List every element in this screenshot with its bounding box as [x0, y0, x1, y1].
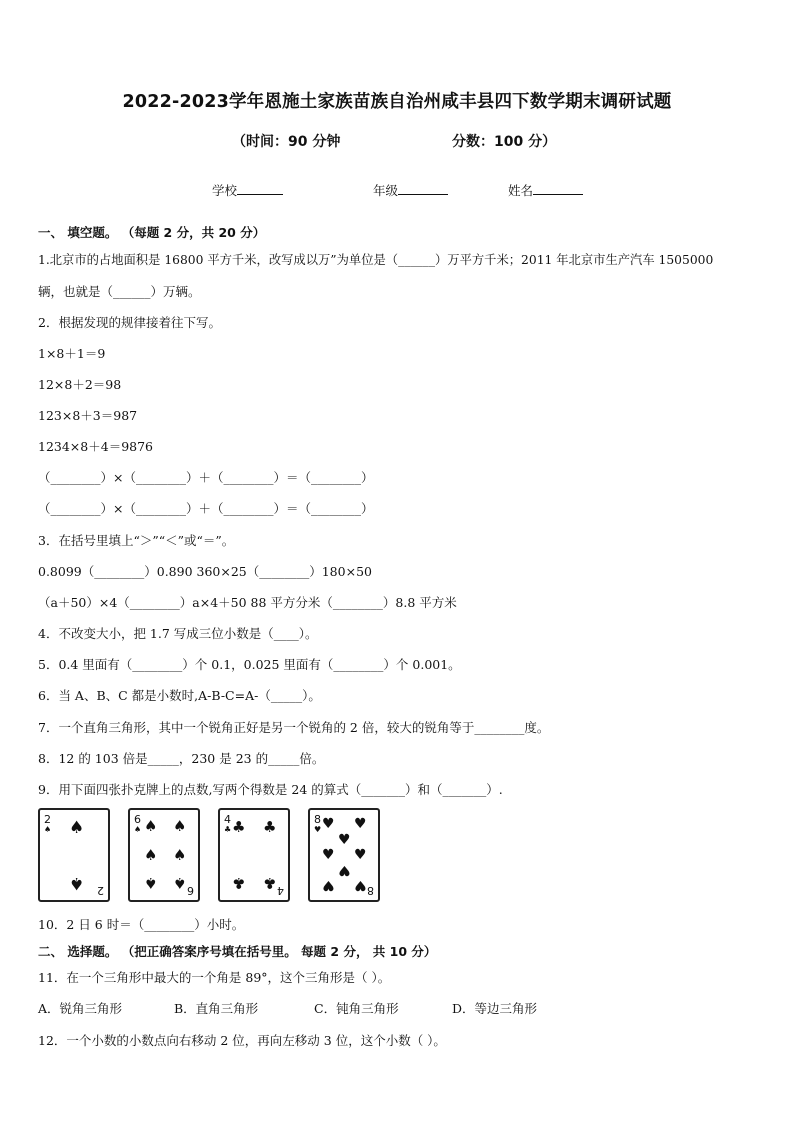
name-label: 姓名 [508, 183, 534, 198]
pattern-equation-3: 123×8＋3＝987 [38, 408, 138, 423]
heart-icon: ♥ [338, 832, 351, 848]
playing-card [308, 808, 380, 902]
section-choice-heading: 二、 选择题。 （把正确答案序号填在括号里。 每题 2 分， 共 10 分） [38, 944, 437, 959]
heart-icon: ♥ [354, 816, 367, 832]
spade-icon: ♠ [69, 873, 85, 893]
answer-equation-2[interactable]: （________）×（________）＋（________）＝（________） [38, 501, 374, 516]
answer-equation-1[interactable]: （________）×（________）＋（________）＝（________） [38, 470, 374, 485]
spade-icon: ♠ [173, 874, 187, 892]
card-rank: 8 [367, 884, 374, 897]
spade-icon: ♠ [173, 817, 187, 835]
question-8[interactable]: 8．12 的 103 倍是_____，230 是 23 的_____倍。 [38, 751, 325, 766]
card-rank: 2 [97, 884, 104, 897]
spade-icon: ♠ [144, 874, 158, 892]
spade-icon: ♠ [69, 818, 85, 838]
spade-icon: ♠ [144, 817, 158, 835]
question-4[interactable]: 4．不改变大小，把 1.7 写成三位小数是（____）。 [38, 626, 318, 641]
card-rank: 8 [314, 813, 321, 826]
heart-icon: ♥ [322, 847, 335, 863]
club-icon: ♣ [232, 818, 246, 836]
pattern-equation-2: 12×8＋2＝98 [38, 377, 122, 392]
grade-blank[interactable] [398, 194, 448, 195]
pattern-equation-4: 1234×8＋4＝9876 [38, 439, 154, 454]
section-fill-in-heading: 一、 填空题。 （每题 2 分，共 20 分） [38, 225, 266, 240]
heart-icon: ♥ [338, 862, 351, 878]
heart-icon: ♥ [354, 847, 367, 863]
card-rank: 4 [224, 813, 231, 826]
club-icon: ♣ [232, 874, 246, 892]
question-2-stem: 2．根据发现的规律接着往下写。 [38, 315, 221, 330]
name-blank[interactable] [533, 194, 583, 195]
question-3-row-1[interactable]: 0.8099（________）0.890 360×25（________）180×50 [38, 564, 372, 579]
school-blank[interactable] [237, 194, 283, 195]
card-rank: 6 [187, 884, 194, 897]
question-9[interactable]: 9．用下面四张扑克牌上的点数,写两个得数是 24 的算式（_______）和（_______）. [38, 782, 503, 797]
question-7[interactable]: 7．一个直角三角形，其中一个锐角正好是另一个锐角的 2 倍，较大的锐角等于________度。 [38, 720, 550, 735]
school-field [212, 181, 283, 199]
card-rank: 2 [44, 813, 51, 826]
question-11-option-d[interactable]: D．等边三角形 [452, 1001, 538, 1016]
school-label: 学校 [212, 183, 238, 198]
grade-field [373, 181, 448, 199]
heart-icon: ♥ [322, 816, 335, 832]
grade-label: 年级 [373, 183, 399, 198]
playing-card [38, 808, 110, 902]
playing-card [218, 808, 290, 902]
page-title: 2022-2023学年恩施土家族苗族自治州咸丰县四下数学期末调研试题 [122, 92, 672, 112]
question-1-line-2: 辆，也就是（______）万辆。 [38, 284, 201, 299]
question-6[interactable]: 6．当 A、B、C 都是小数时,A-B-C=A-（_____）。 [38, 688, 321, 703]
pattern-equation-1: 1×8＋1＝9 [38, 346, 106, 361]
club-icon: ♣ [263, 818, 277, 836]
question-5[interactable]: 5．0.4 里面有（________）个 0.1，0.025 里面有（________）个 0.001。 [38, 657, 461, 672]
heart-icon: ♥ [322, 877, 335, 893]
question-3-row-2[interactable]: （a＋50）×4（________）a×4＋50 88 平方分米（________）8.8 平方米 [38, 595, 457, 610]
spade-icon: ♠ [173, 846, 187, 864]
card-suit-small: ♥ [314, 825, 322, 834]
question-11-option-b[interactable]: B．直角三角形 [174, 1001, 259, 1016]
card-suit-small: ♣ [224, 825, 232, 834]
card-suit-small: ♠ [44, 825, 52, 834]
heart-icon: ♥ [354, 877, 367, 893]
question-3-stem: 3．在括号里填上“＞”“＜”或“＝”。 [38, 533, 235, 548]
playing-card [128, 808, 200, 902]
exam-score: 分数：100 分） [452, 134, 557, 150]
card-rank: 4 [277, 884, 284, 897]
exam-time: （时间：90 分钟 [232, 134, 341, 150]
question-11-stem[interactable]: 11．在一个三角形中最大的一个角是 89°，这个三角形是（ ）。 [38, 970, 391, 985]
spade-icon: ♠ [144, 846, 158, 864]
question-11-option-c[interactable]: C．钝角三角形 [314, 1001, 399, 1016]
question-1-line-1: 1.北京市的占地面积是 16800 平方千米，改写成以万”为单位是（______）万平方千米；2011 年北京市生产汽车 1505000 [38, 253, 714, 267]
name-field [508, 181, 583, 199]
question-10[interactable]: 10．2 日 6 时＝（________）小时。 [38, 917, 245, 932]
card-suit-small: ♠ [134, 825, 142, 834]
question-11-option-a[interactable]: A．锐角三角形 [38, 1001, 123, 1016]
club-icon: ♣ [263, 874, 277, 892]
card-rank: 6 [134, 813, 141, 826]
question-12[interactable]: 12．一个小数的小数点向右移动 2 位，再向左移动 3 位，这个小数（ ）。 [38, 1033, 446, 1048]
